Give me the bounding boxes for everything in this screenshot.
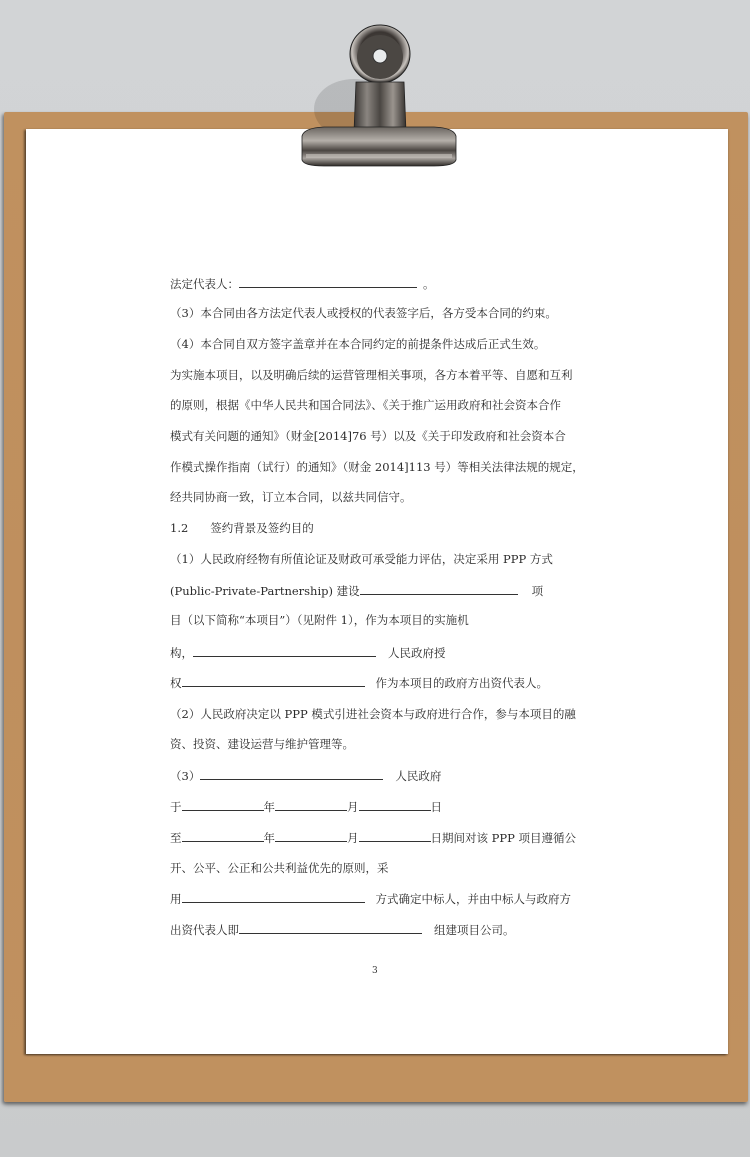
line-text: 项 [531, 584, 544, 598]
line-text: 人民政府授 [388, 646, 446, 660]
procurement-method-line [170, 890, 571, 907]
blank-field[interactable] [360, 582, 518, 595]
month-field[interactable] [275, 798, 347, 811]
year-field[interactable] [182, 798, 264, 811]
line-text: (Public-Private-Partnership) 建设 [170, 584, 360, 598]
year-field[interactable] [182, 829, 264, 842]
line-text: 权 [170, 676, 182, 690]
month-field[interactable] [275, 829, 347, 842]
project-company-line [170, 921, 515, 938]
page-number: 3 [372, 966, 378, 976]
line-text: 用 [170, 892, 182, 906]
line-text: （3） [170, 769, 201, 783]
section-number: 1.2 [170, 521, 189, 535]
line-text: 日 [430, 800, 442, 814]
line-text: 日期间对该 PPP 项目遵循公 [430, 831, 577, 845]
paragraph-line: 为实施本项目，以及明确后续的运营管理相关事项，各方本着平等、自愿和互利 [170, 368, 573, 382]
blank-field[interactable] [193, 644, 376, 657]
blank-field[interactable] [182, 890, 365, 903]
line-text: 。 [423, 277, 435, 291]
line-text: 方式确定中标人，并由中标人与政府方 [375, 892, 571, 906]
line-text: 于 [170, 800, 182, 814]
day-field[interactable] [359, 798, 431, 811]
blank-field[interactable] [182, 674, 365, 687]
implementing-agency-line [170, 644, 446, 661]
paragraph-line: 的原则，根据《中华人民共和国合同法》、《关于推广运用政府和社会资本合作 [170, 398, 561, 412]
paragraph-line: 目（以下简称“本项目”）（见附件 1），作为本项目的实施机 [170, 613, 469, 627]
binder-clip-icon [284, 24, 464, 174]
line-text: 法定代表人： [170, 277, 239, 291]
paragraph-line: 经共同协商一致，订立本合同，以兹共同信守。 [170, 490, 412, 504]
blank-field[interactable] [239, 921, 422, 934]
date-from-line [170, 798, 442, 815]
line-text: 年 [263, 831, 275, 845]
paragraph-line: （2）人民政府决定以 PPP 模式引进社会资本与政府进行合作，参与本项目的融 [170, 707, 576, 721]
legal-representative-line [170, 275, 435, 292]
paragraph-line: 模式有关问题的通知》（财金[2014]76 号）以及《关于印发政府和社会资本合 [170, 429, 566, 443]
paragraph-line: （3）本合同由各方法定代表人或授权的代表签字后，各方受本合同的约束。 [170, 306, 557, 320]
paragraph-line: 开、公平、公正和公共利益优先的原则，采 [170, 861, 389, 875]
paragraph-line: 资、投资、建设运营与维护管理等。 [170, 737, 354, 751]
blank-field[interactable] [239, 275, 417, 288]
section-title: 签约背景及签约目的 [210, 521, 314, 535]
paragraph-line: （1）人民政府经物有所值论证及财政可承受能力评估，决定采用 PPP 方式 [170, 552, 553, 566]
line-text: 月 [347, 800, 359, 814]
project-construction-line [170, 582, 543, 599]
government-representative-line [170, 674, 548, 691]
line-text: 人民政府 [395, 769, 442, 783]
section-heading [170, 520, 314, 536]
line-text: 年 [263, 800, 275, 814]
line-text: 出资代表人即 [170, 923, 239, 937]
date-to-line [170, 829, 576, 846]
day-field[interactable] [359, 829, 431, 842]
line-text: 构， [170, 646, 193, 660]
paragraph-line: 作模式操作指南（试行）的通知》（财金 2014]113 号）等相关法律法规的规定， [170, 460, 584, 474]
line-text: 组建项目公司。 [434, 923, 515, 937]
government-name-line [170, 767, 441, 784]
line-text: 作为本项目的政府方出资代表人。 [375, 676, 548, 690]
line-text: 月 [347, 831, 359, 845]
line-text: 至 [170, 831, 182, 845]
paragraph-line: （4）本合同自双方签字盖章并在本合同约定的前提条件达成后正式生效。 [170, 337, 546, 351]
blank-field[interactable] [200, 767, 383, 780]
